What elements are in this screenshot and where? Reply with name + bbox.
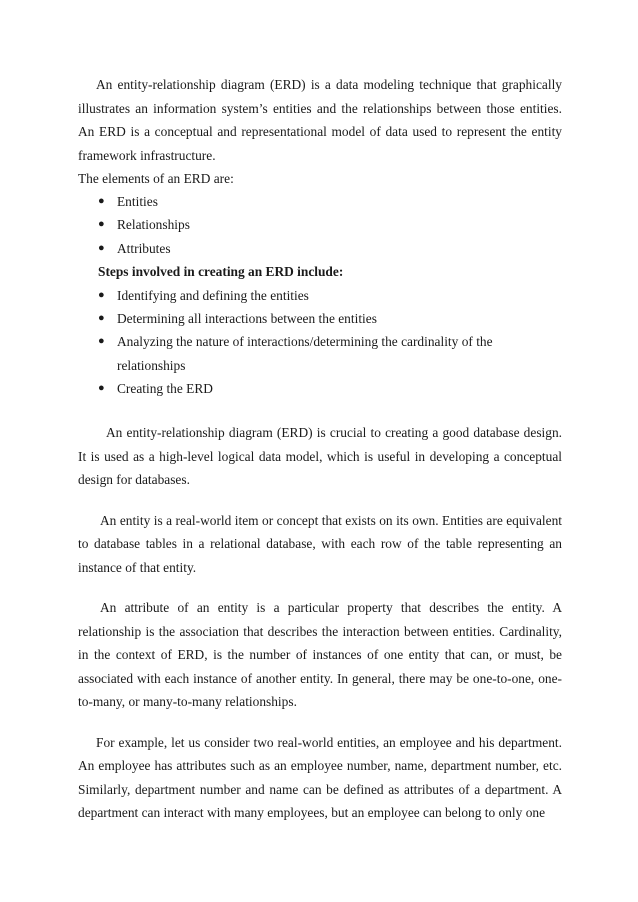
elements-list (78, 190, 562, 260)
list-item (98, 284, 562, 307)
list-item-text: Relationships (117, 217, 190, 233)
spacer (78, 492, 562, 509)
list-item-text: Entities (117, 194, 158, 209)
spacer (78, 579, 562, 596)
list-item-text: Creating the ERD (117, 381, 213, 397)
list-item (98, 237, 562, 260)
spacer (78, 714, 562, 731)
list-item (98, 213, 562, 236)
bullet-icon: ● (98, 195, 105, 207)
steps-list (78, 284, 562, 400)
intro-paragraph: An entity-relationship diagram (ERD) is a data modeling technique that graphically illustrates an information system’s entities and the relationships between those entities. An ERD is a conceptual and representational model of data used to represent the entity framework infrastructure. (78, 77, 562, 163)
list-item (98, 377, 562, 400)
spacer (78, 400, 562, 421)
paragraph-erd-importance: An entity-relationship diagram (ERD) is crucial to creating a good database design. It is used as a high-level logical data model, which is useful in developing a conceptual design for databases. (78, 425, 562, 488)
bullet-icon: ● (98, 335, 105, 348)
steps-heading: Steps involved in creating an ERD include: (98, 263, 344, 279)
paragraph-attribute: An attribute of an entity is a particular property that describes the entity. A relationship is the association that describes the interaction between entities. Cardinality, in the context of ERD, is the number of instances of one entity that can, or must, be associated with each instance of another entity. In general, there may be one-to-one, one-to-many, or many-to-many relationships. (78, 600, 562, 710)
bullet-icon: ● (98, 288, 105, 301)
paragraph-example: For example, let us consider two real-world entities, an employee and his department. An employee has attributes such as an employee number, name, department number, etc. Similarly, department number and name can be defined as attributes of a department. A department can interact with many employees, but an employee can belong to only one (78, 734, 562, 821)
bullet-icon: ● (98, 382, 105, 395)
list-item-text: Analyzing the nature of interactions/determining the cardinality of the relationships (117, 334, 493, 373)
list-item (98, 330, 562, 377)
bullet-icon: ● (98, 218, 105, 231)
list-item (98, 190, 562, 213)
list-item-text: Identifying and defining the entities (117, 287, 309, 303)
list-item (98, 307, 562, 330)
bullet-icon: ● (98, 312, 105, 325)
list-item-text: Attributes (117, 240, 171, 256)
bullet-icon: ● (98, 241, 105, 254)
paragraph-entity: An entity is a real-world item or concept that exists on its own. Entities are equivalent to database tables in a relational database, with each row of the table representing an instance of that entity. (78, 512, 562, 575)
elements-label: The elements of an ERD are: (78, 171, 234, 186)
list-item-text: Determining all interactions between the entities (117, 311, 377, 327)
